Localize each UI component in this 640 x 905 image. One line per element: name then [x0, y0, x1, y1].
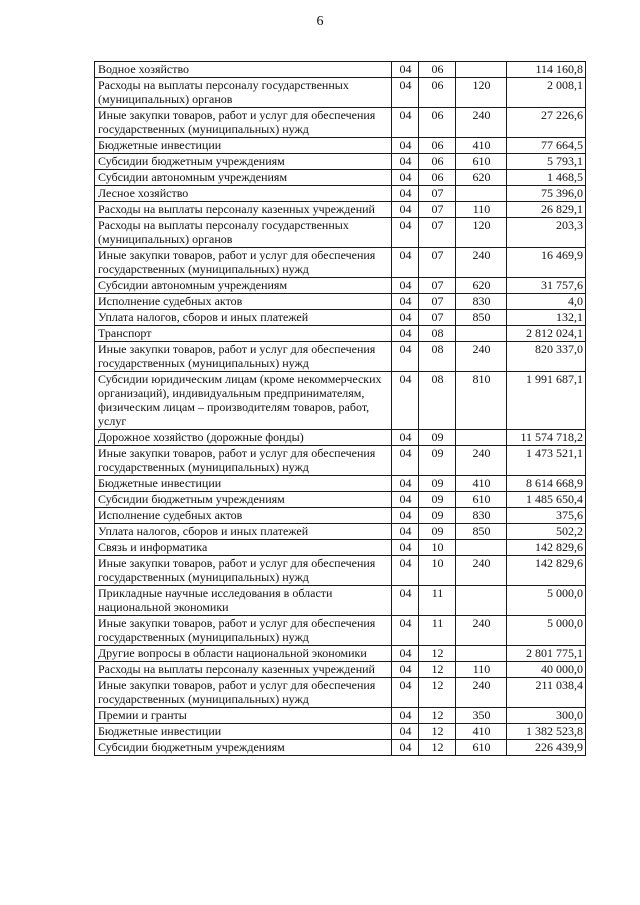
row-expense-type-cell: 810 [456, 372, 507, 430]
row-section-cell: 04 [392, 170, 419, 186]
row-name-cell: Бюджетные инвестиции [95, 138, 392, 154]
row-expense-type-cell: 120 [456, 78, 507, 108]
table-row [95, 524, 586, 540]
table-row [95, 372, 586, 430]
row-name-cell: Уплата налогов, сборов и иных платежей [95, 524, 392, 540]
table-row [95, 662, 586, 678]
row-amount-cell: 2 812 024,1 [507, 326, 586, 342]
row-amount-cell: 1 473 521,1 [507, 446, 586, 476]
row-amount-cell: 132,1 [507, 310, 586, 326]
row-name-cell: Исполнение судебных актов [95, 294, 392, 310]
row-expense-type-cell: 410 [456, 724, 507, 740]
row-name-cell: Прикладные научные исследования в области национальной экономики [95, 586, 392, 616]
row-section-cell: 04 [392, 342, 419, 372]
table-row [95, 646, 586, 662]
row-expense-type-cell: 620 [456, 278, 507, 294]
row-name-cell: Лесное хозяйство [95, 186, 392, 202]
row-amount-cell: 1 468,5 [507, 170, 586, 186]
row-expense-type-cell: 610 [456, 740, 507, 756]
table-row [95, 678, 586, 708]
row-amount-cell: 5 000,0 [507, 586, 586, 616]
row-section-cell: 04 [392, 446, 419, 476]
row-subsection-cell: 12 [419, 724, 456, 740]
table-row [95, 508, 586, 524]
row-amount-cell: 4,0 [507, 294, 586, 310]
table-row [95, 278, 586, 294]
row-section-cell: 04 [392, 586, 419, 616]
row-section-cell: 04 [392, 326, 419, 342]
table-row [95, 218, 586, 248]
table-row [95, 248, 586, 278]
row-name-cell: Дорожное хозяйство (дорожные фонды) [95, 430, 392, 446]
row-section-cell: 04 [392, 540, 419, 556]
row-section-cell: 04 [392, 278, 419, 294]
row-expense-type-cell [456, 586, 507, 616]
row-name-cell: Бюджетные инвестиции [95, 476, 392, 492]
row-subsection-cell: 12 [419, 646, 456, 662]
row-name-cell: Расходы на выплаты персоналу государственных (муниципальных) органов [95, 218, 392, 248]
row-section-cell: 04 [392, 678, 419, 708]
row-name-cell: Субсидии автономным учреждениям [95, 278, 392, 294]
table-row [95, 446, 586, 476]
row-amount-cell: 27 226,6 [507, 108, 586, 138]
table-row [95, 586, 586, 616]
row-subsection-cell: 06 [419, 154, 456, 170]
budget-table [94, 61, 586, 756]
row-amount-cell: 1 382 523,8 [507, 724, 586, 740]
row-section-cell: 04 [392, 508, 419, 524]
row-section-cell: 04 [392, 186, 419, 202]
row-name-cell: Бюджетные инвестиции [95, 724, 392, 740]
table-row [95, 740, 586, 756]
row-section-cell: 04 [392, 310, 419, 326]
row-section-cell: 04 [392, 524, 419, 540]
row-expense-type-cell [456, 646, 507, 662]
row-name-cell: Исполнение судебных актов [95, 508, 392, 524]
row-name-cell: Расходы на выплаты персоналу государственных (муниципальных) органов [95, 78, 392, 108]
row-subsection-cell: 07 [419, 278, 456, 294]
row-name-cell: Премии и гранты [95, 708, 392, 724]
row-amount-cell: 26 829,1 [507, 202, 586, 218]
row-expense-type-cell: 350 [456, 708, 507, 724]
row-name-cell: Транспорт [95, 326, 392, 342]
row-amount-cell: 2 801 775,1 [507, 646, 586, 662]
row-expense-type-cell: 850 [456, 524, 507, 540]
row-amount-cell: 211 038,4 [507, 678, 586, 708]
row-subsection-cell: 12 [419, 708, 456, 724]
row-expense-type-cell [456, 62, 507, 78]
row-expense-type-cell: 240 [456, 342, 507, 372]
row-expense-type-cell [456, 326, 507, 342]
row-section-cell: 04 [392, 154, 419, 170]
row-subsection-cell: 07 [419, 202, 456, 218]
row-amount-cell: 5 793,1 [507, 154, 586, 170]
table-row [95, 154, 586, 170]
row-subsection-cell: 12 [419, 678, 456, 708]
row-section-cell: 04 [392, 138, 419, 154]
row-expense-type-cell: 240 [456, 678, 507, 708]
row-expense-type-cell: 110 [456, 202, 507, 218]
page-number: 6 [316, 14, 324, 29]
row-section-cell: 04 [392, 616, 419, 646]
row-subsection-cell: 10 [419, 540, 456, 556]
table-row [95, 476, 586, 492]
row-amount-cell: 203,3 [507, 218, 586, 248]
row-section-cell: 04 [392, 202, 419, 218]
row-amount-cell: 77 664,5 [507, 138, 586, 154]
row-subsection-cell: 12 [419, 662, 456, 678]
row-name-cell: Иные закупки товаров, работ и услуг для обеспечения государственных (муниципальных) нужд [95, 248, 392, 278]
row-section-cell: 04 [392, 646, 419, 662]
row-amount-cell: 1 485 650,4 [507, 492, 586, 508]
budget-table-body [95, 62, 586, 756]
row-subsection-cell: 08 [419, 326, 456, 342]
row-subsection-cell: 06 [419, 78, 456, 108]
table-row [95, 492, 586, 508]
row-amount-cell: 1 991 687,1 [507, 372, 586, 430]
table-row [95, 108, 586, 138]
row-expense-type-cell: 830 [456, 508, 507, 524]
row-subsection-cell: 11 [419, 586, 456, 616]
table-row [95, 616, 586, 646]
row-name-cell: Уплата налогов, сборов и иных платежей [95, 310, 392, 326]
row-section-cell: 04 [392, 62, 419, 78]
row-subsection-cell: 09 [419, 430, 456, 446]
row-amount-cell: 8 614 668,9 [507, 476, 586, 492]
table-row [95, 708, 586, 724]
row-expense-type-cell: 110 [456, 662, 507, 678]
row-section-cell: 04 [392, 248, 419, 278]
row-name-cell: Иные закупки товаров, работ и услуг для обеспечения государственных (муниципальных) нужд [95, 678, 392, 708]
row-expense-type-cell: 830 [456, 294, 507, 310]
row-subsection-cell: 09 [419, 476, 456, 492]
row-expense-type-cell: 850 [456, 310, 507, 326]
row-subsection-cell: 06 [419, 62, 456, 78]
row-name-cell: Расходы на выплаты персоналу казенных учреждений [95, 202, 392, 218]
row-section-cell: 04 [392, 294, 419, 310]
row-section-cell: 04 [392, 372, 419, 430]
row-subsection-cell: 06 [419, 170, 456, 186]
row-subsection-cell: 10 [419, 556, 456, 586]
row-amount-cell: 502,2 [507, 524, 586, 540]
row-name-cell: Водное хозяйство [95, 62, 392, 78]
table-row [95, 310, 586, 326]
row-subsection-cell: 07 [419, 218, 456, 248]
row-name-cell: Иные закупки товаров, работ и услуг для обеспечения государственных (муниципальных) нужд [95, 616, 392, 646]
row-section-cell: 04 [392, 708, 419, 724]
row-amount-cell: 226 439,9 [507, 740, 586, 756]
row-expense-type-cell: 240 [456, 248, 507, 278]
row-subsection-cell: 07 [419, 186, 456, 202]
row-subsection-cell: 09 [419, 492, 456, 508]
row-amount-cell: 142 829,6 [507, 540, 586, 556]
table-row [95, 138, 586, 154]
row-amount-cell: 142 829,6 [507, 556, 586, 586]
row-expense-type-cell [456, 430, 507, 446]
row-expense-type-cell: 120 [456, 218, 507, 248]
table-row [95, 294, 586, 310]
row-subsection-cell: 09 [419, 524, 456, 540]
row-section-cell: 04 [392, 78, 419, 108]
row-expense-type-cell: 410 [456, 476, 507, 492]
row-name-cell: Иные закупки товаров, работ и услуг для обеспечения государственных (муниципальных) нужд [95, 108, 392, 138]
row-name-cell: Субсидии автономным учреждениям [95, 170, 392, 186]
row-amount-cell: 2 008,1 [507, 78, 586, 108]
row-expense-type-cell [456, 540, 507, 556]
row-name-cell: Иные закупки товаров, работ и услуг для обеспечения государственных (муниципальных) нужд [95, 446, 392, 476]
row-name-cell: Расходы на выплаты персоналу казенных учреждений [95, 662, 392, 678]
row-section-cell: 04 [392, 556, 419, 586]
row-section-cell: 04 [392, 740, 419, 756]
row-amount-cell: 300,0 [507, 708, 586, 724]
row-amount-cell: 114 160,8 [507, 62, 586, 78]
row-section-cell: 04 [392, 662, 419, 678]
table-row [95, 326, 586, 342]
row-section-cell: 04 [392, 430, 419, 446]
row-expense-type-cell: 240 [456, 446, 507, 476]
table-row [95, 78, 586, 108]
row-name-cell: Иные закупки товаров, работ и услуг для обеспечения государственных (муниципальных) нужд [95, 342, 392, 372]
row-subsection-cell: 06 [419, 108, 456, 138]
table-row [95, 724, 586, 740]
row-section-cell: 04 [392, 492, 419, 508]
row-name-cell: Иные закупки товаров, работ и услуг для обеспечения государственных (муниципальных) нужд [95, 556, 392, 586]
table-row [95, 430, 586, 446]
row-subsection-cell: 09 [419, 508, 456, 524]
row-subsection-cell: 07 [419, 294, 456, 310]
row-subsection-cell: 12 [419, 740, 456, 756]
row-name-cell: Связь и информатика [95, 540, 392, 556]
row-name-cell: Субсидии бюджетным учреждениям [95, 740, 392, 756]
row-subsection-cell: 07 [419, 310, 456, 326]
table-row [95, 556, 586, 586]
row-section-cell: 04 [392, 218, 419, 248]
row-section-cell: 04 [392, 476, 419, 492]
row-subsection-cell: 08 [419, 372, 456, 430]
table-row [95, 62, 586, 78]
row-expense-type-cell: 240 [456, 556, 507, 586]
row-expense-type-cell: 610 [456, 492, 507, 508]
row-expense-type-cell: 410 [456, 138, 507, 154]
row-subsection-cell: 07 [419, 248, 456, 278]
row-section-cell: 04 [392, 108, 419, 138]
table-row [95, 170, 586, 186]
table-row [95, 202, 586, 218]
row-subsection-cell: 06 [419, 138, 456, 154]
table-row [95, 342, 586, 372]
row-name-cell: Субсидии бюджетным учреждениям [95, 154, 392, 170]
row-subsection-cell: 08 [419, 342, 456, 372]
row-name-cell: Субсидии бюджетным учреждениям [95, 492, 392, 508]
row-name-cell: Другие вопросы в области национальной экономики [95, 646, 392, 662]
row-section-cell: 04 [392, 724, 419, 740]
row-name-cell: Субсидии юридическим лицам (кроме некоммерческих организаций), индивидуальным предпринимателям, физическим лицам – производителям товаров, работ, услуг [95, 372, 392, 430]
row-amount-cell: 11 574 718,2 [507, 430, 586, 446]
row-subsection-cell: 09 [419, 446, 456, 476]
row-expense-type-cell: 620 [456, 170, 507, 186]
row-amount-cell: 40 000,0 [507, 662, 586, 678]
row-expense-type-cell [456, 186, 507, 202]
row-expense-type-cell: 240 [456, 616, 507, 646]
table-row [95, 186, 586, 202]
row-expense-type-cell: 240 [456, 108, 507, 138]
row-amount-cell: 16 469,9 [507, 248, 586, 278]
row-subsection-cell: 11 [419, 616, 456, 646]
row-amount-cell: 5 000,0 [507, 616, 586, 646]
row-amount-cell: 31 757,6 [507, 278, 586, 294]
row-amount-cell: 820 337,0 [507, 342, 586, 372]
row-amount-cell: 375,6 [507, 508, 586, 524]
table-row [95, 540, 586, 556]
row-amount-cell: 75 396,0 [507, 186, 586, 202]
row-expense-type-cell: 610 [456, 154, 507, 170]
